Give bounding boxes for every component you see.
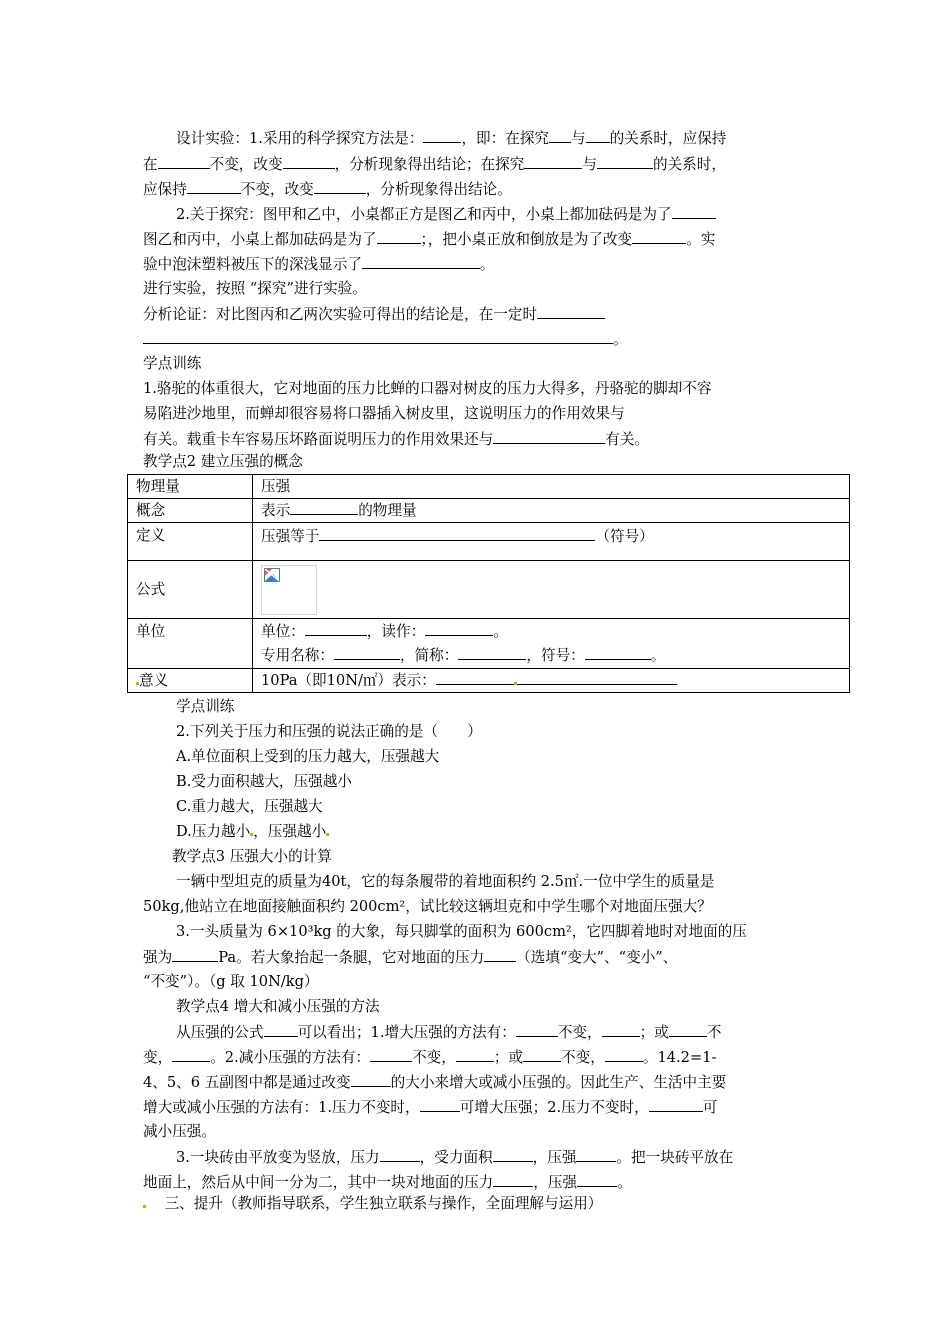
table-row: [128, 561, 850, 619]
table-cell-value: 10Pa（即10N/㎡）表示：: [253, 669, 850, 693]
pressure-concept-table: [127, 474, 850, 693]
blank[interactable]: [577, 1172, 617, 1187]
blank[interactable]: [549, 128, 571, 143]
table-cell-key: 物理量: [128, 475, 253, 499]
blank[interactable]: [172, 947, 218, 962]
blank[interactable]: [425, 621, 493, 636]
table-cell-key: 概念: [128, 499, 253, 523]
blank[interactable]: [420, 1097, 460, 1112]
blank[interactable]: [493, 1147, 533, 1162]
section-title-practice-2: 学点训练: [176, 698, 235, 715]
blank[interactable]: [576, 1147, 616, 1162]
section-title-point-4: 教学点4 增大和减小压强的方法: [176, 998, 380, 1015]
blank[interactable]: [458, 645, 526, 660]
experiment-line-1: 设计实验：1.采用的科学探究方法是： ，即：在探究 与 的关系时，应保持: [176, 130, 727, 147]
question-2: 2.下列关于压力和压强的说法正确的是（ ）: [176, 723, 482, 740]
blank[interactable]: [649, 1097, 703, 1112]
section-title-improvement: 三、提升（教师指导联系，学生独立联系与操作，全面理解与运用）: [143, 1194, 602, 1214]
blank[interactable]: [537, 304, 605, 319]
blank[interactable]: [669, 1022, 707, 1037]
blank[interactable]: [423, 128, 461, 143]
method-line-4: 增大或减小压强的方法有：1.压力不变时， 可增大压强；2.压力不变时， 可: [143, 1099, 718, 1116]
table-cell-value: 压强等于 （符号）: [253, 523, 850, 561]
question-1-line-3: 有关。载重卡车容易压坏路面说明压力的作用效果还与 有关。: [143, 431, 650, 448]
mark-dot: [143, 1205, 146, 1208]
blank[interactable]: [334, 645, 400, 660]
problem-tank-line-2: 50kg,他站立在地面接触面积约 200cm²，试比较这辆坦克和中学生哪个对地面压强大？: [143, 898, 712, 915]
blank[interactable]: [370, 1047, 412, 1062]
blank[interactable]: [517, 670, 677, 685]
blank[interactable]: [605, 1047, 643, 1062]
table-cell-key: 单位: [128, 619, 253, 669]
option-c: C.重力越大，压强越大: [176, 798, 323, 815]
section-title-point-3: 教学点3 压强大小的计算: [172, 848, 332, 865]
broken-image-icon: [264, 568, 280, 582]
experiment-line-3: 应保持 不变，改变 ，分析现象得出结论。: [143, 181, 512, 198]
blank[interactable]: [524, 154, 582, 169]
blank[interactable]: [187, 179, 241, 194]
table-cell-value: [253, 561, 850, 619]
brick-question-line-1: 3.一块砖由平放变为竖放，压力 ，受力面积 ，压强 。把一块砖平放在: [176, 1149, 734, 1166]
blank[interactable]: [362, 254, 480, 269]
experiment-line-6: 验中泡沫塑料被压下的深浅显示了 。: [143, 256, 495, 273]
blank[interactable]: [516, 1022, 558, 1037]
question-3-line-1: 3.一头质量为 6×10³kg 的大象，每只脚掌的面积为 600cm²，它四脚着地时对地面的压: [176, 923, 747, 940]
experiment-line-5: 图乙和丙中，小桌上都加砝码是为了 ；，把小桌正放和倒放是为了改变 。实: [143, 231, 716, 248]
table-cell-key: 公式: [128, 561, 253, 619]
table-row: [128, 619, 850, 669]
blank[interactable]: [264, 1022, 298, 1037]
section-title-practice-1: 学点训练: [143, 355, 202, 372]
experiment-line-2: 在 不变，改变 ，分析现象得出结论；在探究 与 的关系时，: [143, 156, 726, 173]
question-1-line-2: 易陷进沙地里，而蝉却很容易将口器插入树皮里，这说明压力的作用效果与: [143, 405, 625, 422]
table-row: [128, 669, 850, 693]
blank[interactable]: [523, 1047, 561, 1062]
blank[interactable]: [585, 645, 651, 660]
brick-question-line-2: 地面上，然后从中间一分为二，其中一块对地面的压力 ，压强 。: [143, 1174, 632, 1191]
unit-line-2: 专用名称： ，简称： ，符号： 。: [261, 647, 666, 664]
mark-dot: [326, 833, 329, 836]
blank[interactable]: [436, 670, 514, 685]
blank[interactable]: [632, 229, 686, 244]
option-b: B.受力面积越大，压强越小: [176, 773, 352, 790]
experiment-line-7: 进行实验，按照 “探究”进行实验。: [143, 280, 367, 297]
unit-line-1: 单位： ，读作： 。: [261, 623, 508, 640]
table-cell-key: 意义: [128, 669, 253, 693]
blank[interactable]: [493, 1172, 533, 1187]
table-cell-key: 定义: [128, 523, 253, 561]
blank[interactable]: [283, 154, 335, 169]
blank[interactable]: [319, 526, 595, 541]
blank[interactable]: [484, 947, 516, 962]
table-row: [128, 499, 850, 523]
method-line-5: 减小压强。: [143, 1123, 216, 1140]
experiment-line-4: 2.关于探究：图甲和乙中，小桌都正方是图乙和丙中，小桌上都加砝码是为了: [176, 204, 716, 225]
formula-image: [261, 565, 317, 615]
question-3-line-2: 强为 Pa。若大象抬起一条腿，它对地面的压力 （选填“变大”、“变小”、: [143, 949, 678, 966]
method-line-1: 从压强的公式 可以看出；1.增大压强的方法有： 不变， ；或 不: [176, 1024, 722, 1041]
blank[interactable]: [380, 1147, 420, 1162]
blank[interactable]: [602, 1022, 640, 1037]
option-a: A.单位面积上受到的压力越大，压强越大: [176, 748, 440, 765]
experiment-line-9: 。: [143, 329, 628, 350]
question-1-line-1: 1.骆驼的体重很大，它对地面的压力比蝉的口器对树皮的压力大得多，丹骆驼的脚却不容: [143, 380, 712, 397]
blank[interactable]: [586, 128, 610, 143]
table-row: [128, 475, 850, 499]
experiment-line-8: 分析论证：对比图丙和乙两次实验可得出的结论是，在一定时: [143, 304, 605, 325]
blank[interactable]: [172, 1047, 210, 1062]
problem-tank-line-1: 一辆中型坦克的质量为40t，它的每条履带的着地面积约 2.5㎡.一位中学生的质量是: [176, 873, 715, 890]
blank[interactable]: [305, 621, 367, 636]
blank[interactable]: [290, 500, 358, 515]
section-title-point-2: 教学点2 建立压强的概念: [143, 453, 303, 470]
question-3-line-3: “不变”）。（g 取 10N/kg）: [143, 973, 319, 990]
method-line-3: 4、5、6 五副图中都是通过改变 的大小来增大或减小压强的。因此生产、生活中主要: [143, 1074, 727, 1091]
table-row: [128, 523, 850, 561]
table-cell-value: [253, 619, 850, 669]
blank[interactable]: [158, 154, 210, 169]
table-cell-value: 压强: [253, 475, 850, 499]
blank[interactable]: [377, 229, 421, 244]
blank[interactable]: [351, 1072, 391, 1087]
option-d: D.压力越小 ，压强越小: [176, 822, 329, 842]
blank[interactable]: [493, 429, 605, 444]
blank[interactable]: [597, 154, 653, 169]
blank[interactable]: [672, 204, 716, 219]
blank[interactable]: [143, 329, 613, 344]
method-line-2: 变， 。2.减小压强的方法有： 不变， ；或 不变， 。14.2=1-: [143, 1049, 717, 1066]
blank[interactable]: [314, 179, 366, 194]
table-cell-value: 表示 的物理量: [253, 499, 850, 523]
blank[interactable]: [456, 1047, 494, 1062]
